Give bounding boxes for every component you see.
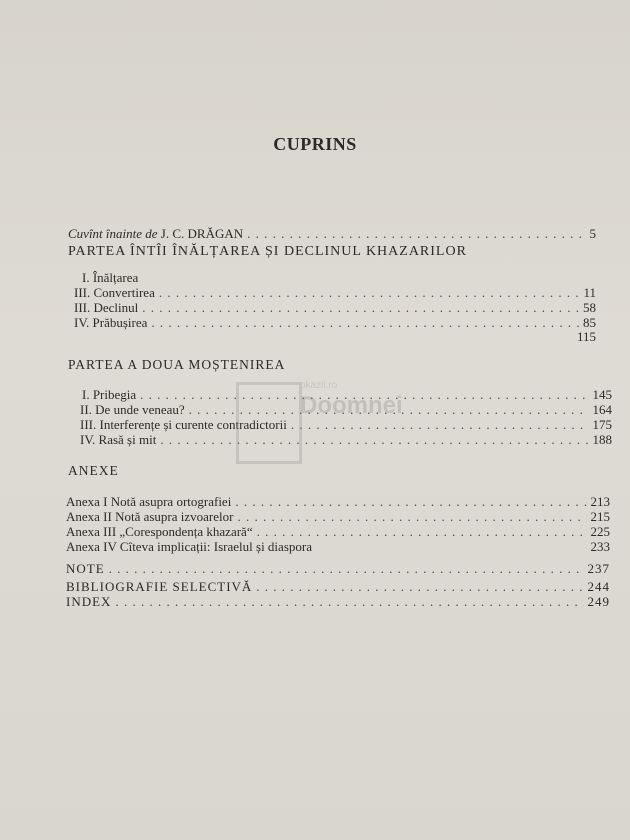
leader-dots: [237, 509, 586, 524]
toc-entry-label: NOTE: [66, 561, 105, 576]
toc-entry-label: Anexa II Notă asupra izvoarelor: [66, 509, 234, 524]
toc-page-number: 225: [590, 524, 610, 539]
toc-entry: [66, 509, 610, 524]
part2-heading: PARTEA A DOUA MOȘTENIREA: [68, 357, 286, 372]
leader-dots: [256, 579, 583, 594]
toc-entry-label: INDEX: [66, 594, 112, 609]
toc-page-number: 85: [583, 315, 596, 330]
toc-entry-label: I. Înălțarea: [82, 270, 139, 285]
toc-page-number: 175: [592, 417, 612, 432]
toc-page-number: 188: [592, 432, 612, 447]
toc-entry: [66, 524, 610, 539]
toc-entry-label: III. Declinul: [74, 300, 139, 315]
part1-heading: PARTEA ÎNTÎI ÎNĂLȚAREA ȘI DECLINUL KHAZARILOR: [68, 244, 467, 259]
toc-entry: [74, 300, 596, 315]
toc-page-number: 213: [590, 494, 610, 509]
toc-page-number: 5: [589, 226, 596, 241]
toc-entry-intro: [68, 226, 596, 241]
toc-entry-label: IV. Prăbușirea: [74, 315, 148, 330]
leader-dots: [115, 594, 583, 609]
leader-dots: [109, 561, 584, 576]
toc-entry-label: III. Interferențe și curente contradictorii: [80, 417, 287, 432]
toc-page-number: 244: [587, 579, 610, 594]
toc-entry-label: IV. Rasă și mit: [80, 432, 157, 447]
toc-page-number: 215: [590, 509, 610, 524]
toc-page-number: 145: [592, 387, 612, 402]
toc-page-number: 237: [587, 561, 610, 576]
toc-entry: [66, 539, 610, 554]
watermark-text: Doomnei: [300, 392, 403, 419]
toc-page-number: 249: [587, 594, 610, 609]
toc-entry: [82, 270, 592, 285]
leader-dots: [151, 315, 579, 330]
toc-entry-label: II. De unde veneau?: [80, 402, 185, 417]
toc-page-number: 164: [592, 402, 612, 417]
toc-entry: [66, 494, 610, 509]
annex-heading: ANEXE: [68, 463, 119, 478]
toc-entry: [74, 285, 596, 300]
leader-dots: [247, 226, 585, 241]
leader-dots: [142, 300, 579, 315]
toc-entry-label: III. Convertirea: [74, 285, 155, 300]
page-title: CUPRINS: [273, 134, 357, 154]
leader-dots: [159, 285, 580, 300]
toc-entry-notes: [66, 561, 610, 576]
toc-entry: [74, 315, 596, 330]
toc-page-number: 233: [590, 539, 610, 554]
watermark: [236, 372, 426, 462]
toc-entry: [74, 329, 596, 344]
toc-entry-label: BIBLIOGRAFIE SELECTIVĂ: [66, 579, 253, 594]
toc-entry-label: Cuvînt înainte de J. C. DRĂGAN: [68, 226, 244, 241]
toc-page-number: 115: [576, 329, 596, 344]
toc-entry-label: I. Pribegia: [82, 387, 137, 402]
toc-page-number: 11: [583, 285, 596, 300]
watermark-logo-icon: [236, 382, 302, 464]
watermark-small-text: okazii.ro: [300, 380, 338, 391]
toc-entry-bibliography: [66, 579, 610, 594]
toc-entry-label: Anexa IV Cîteva implicații: Israelul și diaspora: [66, 539, 312, 554]
toc-page-number: 58: [583, 300, 596, 315]
toc-entry-label: Anexa III „Corespondența khazară“: [66, 524, 253, 539]
toc-entry-index: [66, 594, 610, 609]
leader-dots: [257, 524, 587, 539]
leader-dots: [235, 494, 586, 509]
toc-entry-label: Anexa I Notă asupra ortografiei: [66, 494, 232, 509]
